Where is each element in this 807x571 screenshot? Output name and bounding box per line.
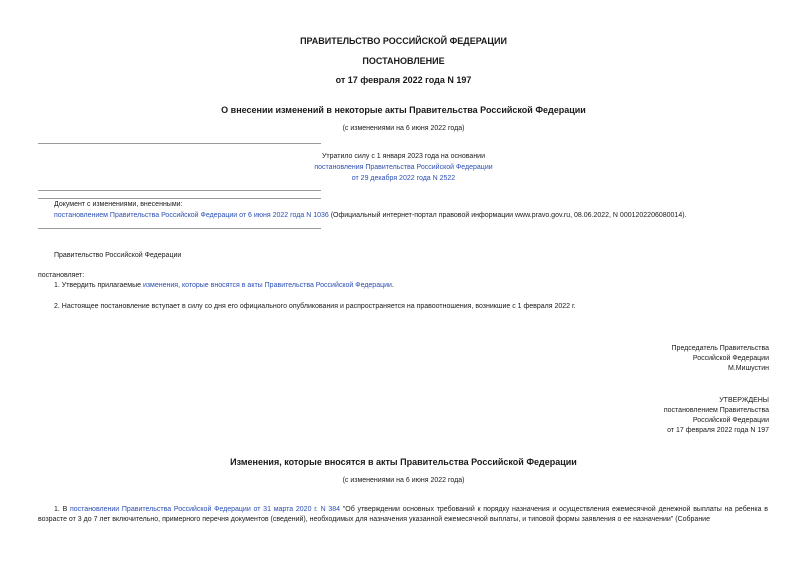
changes-link[interactable]: постановлением Правительства Российской Федерации от 6 июня 2022 года N 1036	[54, 212, 329, 219]
signature-line-1: Председатель Правительства	[671, 345, 769, 352]
approved-line-4: от 17 февраля 2022 года N 197	[667, 427, 769, 434]
appendix-p1-text: "Об утверждении основных требований к порядку назначения и осуществления ежемесячной денежной выплаты на ребенка в возрасте от 3 до 7 лет включительно, примерного перечня документов (сведений), необходимых для назначения указанной ежемесячной выплаты, и типовой формы заявления о ее назначении"	[38, 506, 768, 523]
appendix-p1-link[interactable]: постановлении Правительства Российской Федерации от 31 марта 2020 г. N 384	[69, 506, 341, 513]
approved-line-2: постановлением Правительства	[663, 407, 769, 414]
item-2: 2. Настоящее постановление вступает в силу со дня его официального опубликования и распространяется на правоотношения, возникшие с 1 февраля 2022 г.	[54, 303, 576, 310]
item-1-text: 1. Утвердить прилагаемые	[54, 282, 143, 289]
header-resolution: ПОСТАНОВЛЕНИЕ	[362, 56, 445, 66]
appendix-paragraph-1	[38, 505, 768, 525]
amended-note: (с изменениями на 6 июня 2022 года)	[342, 125, 465, 132]
invalid-note-link-2[interactable]: от 29 декабря 2022 года N 2522	[351, 175, 456, 182]
changes-source: (Официальный интернет-портал правовой информации www.pravo.gov.ru, 08.06.2022, N 0001202206080014).	[328, 212, 687, 219]
approved-line-1: УТВЕРЖДЕНЫ	[719, 397, 769, 404]
government-name: Правительство Российской Федерации	[54, 252, 182, 259]
separator-line	[38, 143, 321, 144]
separator-line	[38, 228, 321, 229]
signature-name: М.Мишустин	[727, 365, 769, 372]
separator-line	[38, 198, 321, 199]
document-title: О внесении изменений в некоторые акты Правительства Российской Федерации	[221, 105, 586, 115]
separator-line	[38, 190, 321, 191]
appendix-title: Изменения, которые вносятся в акты Правительства Российской Федерации	[230, 457, 577, 467]
appendix-p1-end: (Собрание	[673, 516, 710, 523]
item-1-end: .	[391, 282, 394, 289]
item-1-link[interactable]: изменения, которые вносятся в акты Правительства Российской Федерации	[142, 282, 392, 289]
changes-line	[54, 212, 687, 219]
header-date: от 17 февраля 2022 года N 197	[335, 75, 472, 85]
item-1	[54, 282, 394, 289]
invalid-note-link-1[interactable]: постановления Правительства Российской Федерации	[314, 164, 493, 171]
appendix-p1-start: 1. В	[54, 506, 70, 513]
decides-word: постановляет:	[38, 272, 85, 279]
invalid-note-text: Утратило силу с 1 января 2023 года на основании	[321, 153, 486, 160]
approved-line-3: Российской Федерации	[692, 417, 769, 424]
header-government: ПРАВИТЕЛЬСТВО РОССИЙСКОЙ ФЕДЕРАЦИИ	[300, 36, 507, 46]
appendix-amended-note: (с изменениями на 6 июня 2022 года)	[342, 477, 465, 484]
changes-label: Документ с изменениями, внесенными:	[54, 201, 183, 208]
signature-line-2: Российской Федерации	[692, 355, 769, 362]
